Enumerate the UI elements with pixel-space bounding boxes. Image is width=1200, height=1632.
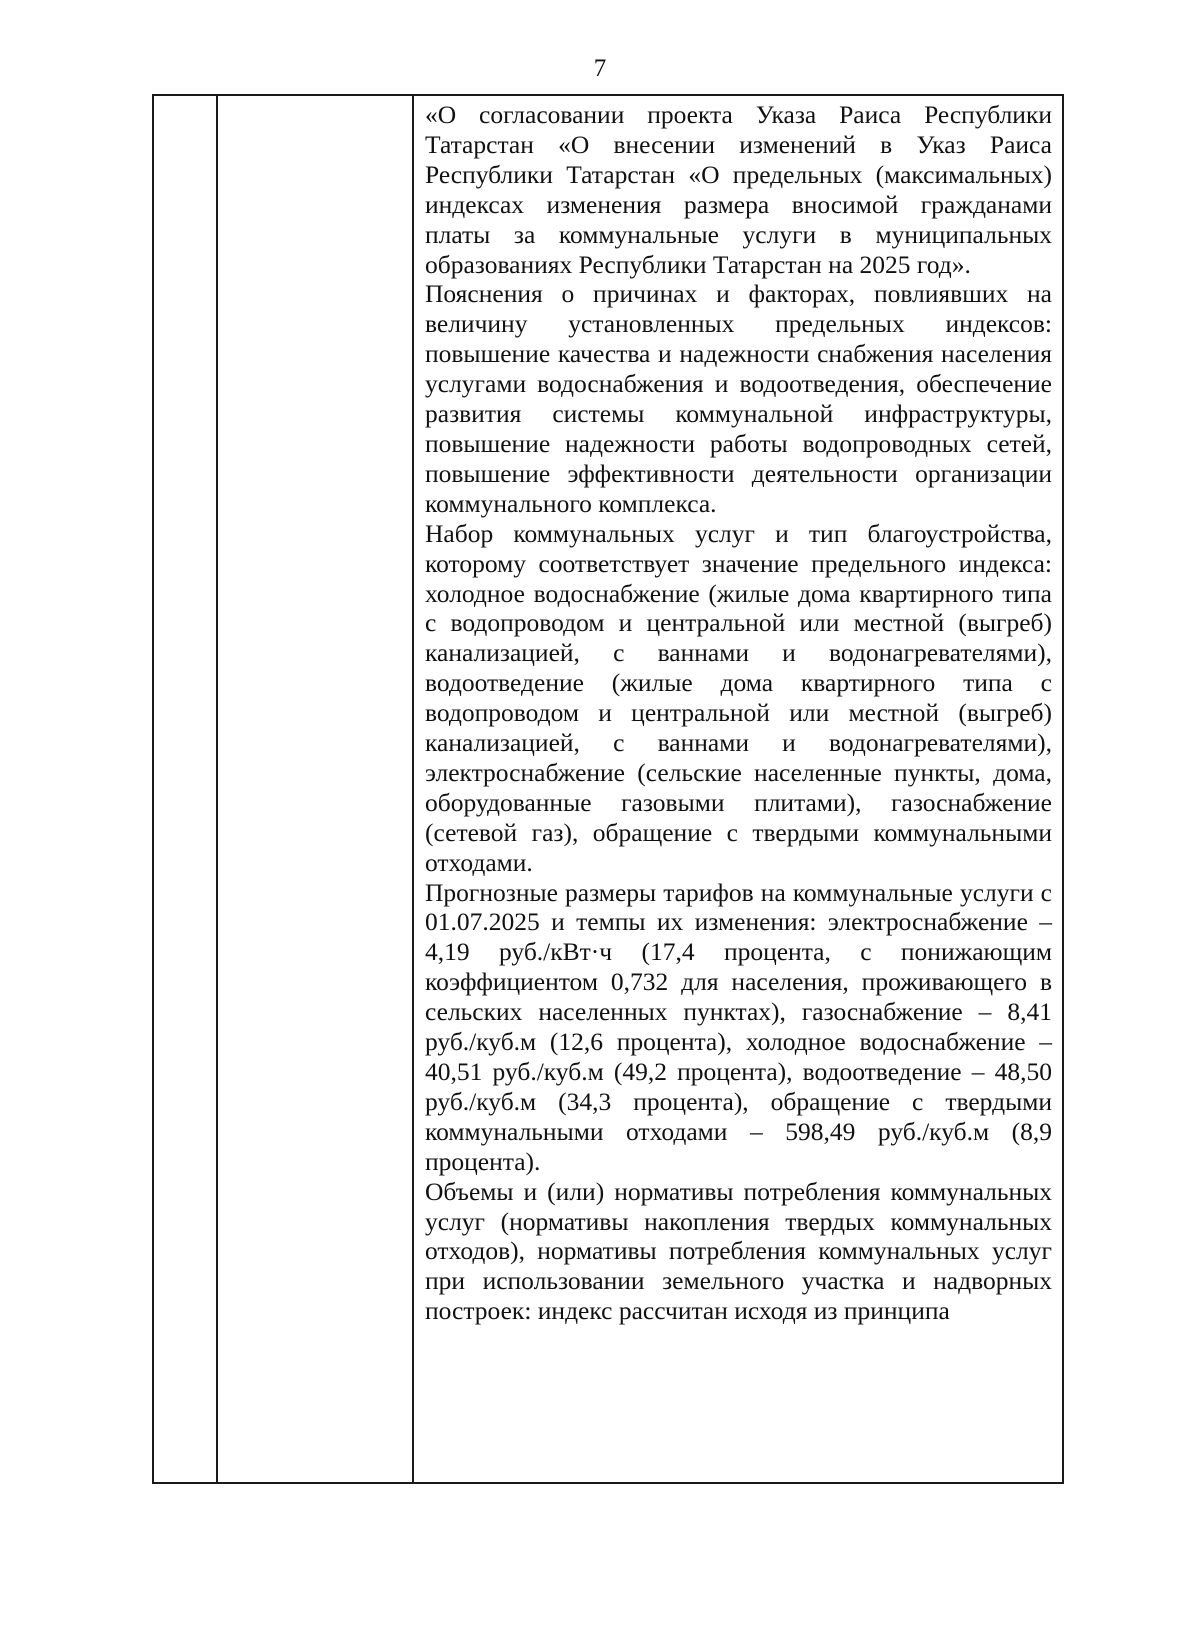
paragraph-tariff-forecast: Прогнозные размеры тарифов на коммунальные услуги с 01.07.2025 и темпы их изменения: электроснабжение – 4,19 руб./кВт·ч (17,4 процента, с понижающим коэффициентом 0,732 для населения, проживающего в сельских населенных пунктах), газоснабжение – 8,41 руб./куб.м (12,6 процента), холодное водоснабжение – 40,51 руб./куб.м (49,2 процента), водоотведение – 48,50 руб./куб.м (34,3 процента), обращение с твердыми коммунальными отходами – 598,49 руб./куб.м (8,9 процента). — [425, 877, 1052, 1176]
paragraph-service-set: Набор коммунальных услуг и тип благоустройства, которому соответствует значение предельного индекса: холодное водоснабжение (жилые дома квартирного типа с водопроводом и центральной или местной (выгреб) канализацией, с ваннами и водонагревателями), водоотведение (жилые дома квартирного типа с водопроводом и центральной или местной (выгреб) канализацией, с ваннами и водонагревателями), электроснабжение (сельские населенные пункты, дома, оборудованные газовыми плитами), газоснабжение (сетевой газ), обращение с твердыми коммунальными отходами. — [425, 518, 1052, 877]
paragraph-decree-title: «О согласовании проекта Указа Раиса Республики Татарстан «О внесении изменений в Указ Раиса Республики Татарстан «О предельных (максимальных) индексах изменения размера вносимой гражданами платы за коммунальные услуги в муниципальных образованиях Республики Татарстан на 2025 год». — [425, 100, 1052, 279]
table-column-number — [154, 96, 218, 1482]
document-table — [152, 94, 1064, 1484]
paragraph-consumption-volumes: Объемы и (или) нормативы потребления коммунальных услуг (нормативы накопления твердых коммунальных отходов), нормативы потребления коммунальных услуг при использовании земельного участка и надворных построек: индекс рассчитан исходя из принципа — [425, 1176, 1052, 1326]
table-column-content — [414, 96, 1062, 1482]
paragraph-explanations: Пояснения о причинах и факторах, повлиявших на величину установленных предельных индексов: повышение качества и надежности снабжения населения услугами водоснабжения и водоотведения, обеспечение развития системы коммунальной инфраструктуры, повышение надежности работы водопроводных сетей, повышение эффективности деятельности организации коммунального комплекса. — [425, 279, 1052, 518]
table-column-name — [218, 96, 414, 1482]
page-number: 7 — [593, 55, 607, 82]
